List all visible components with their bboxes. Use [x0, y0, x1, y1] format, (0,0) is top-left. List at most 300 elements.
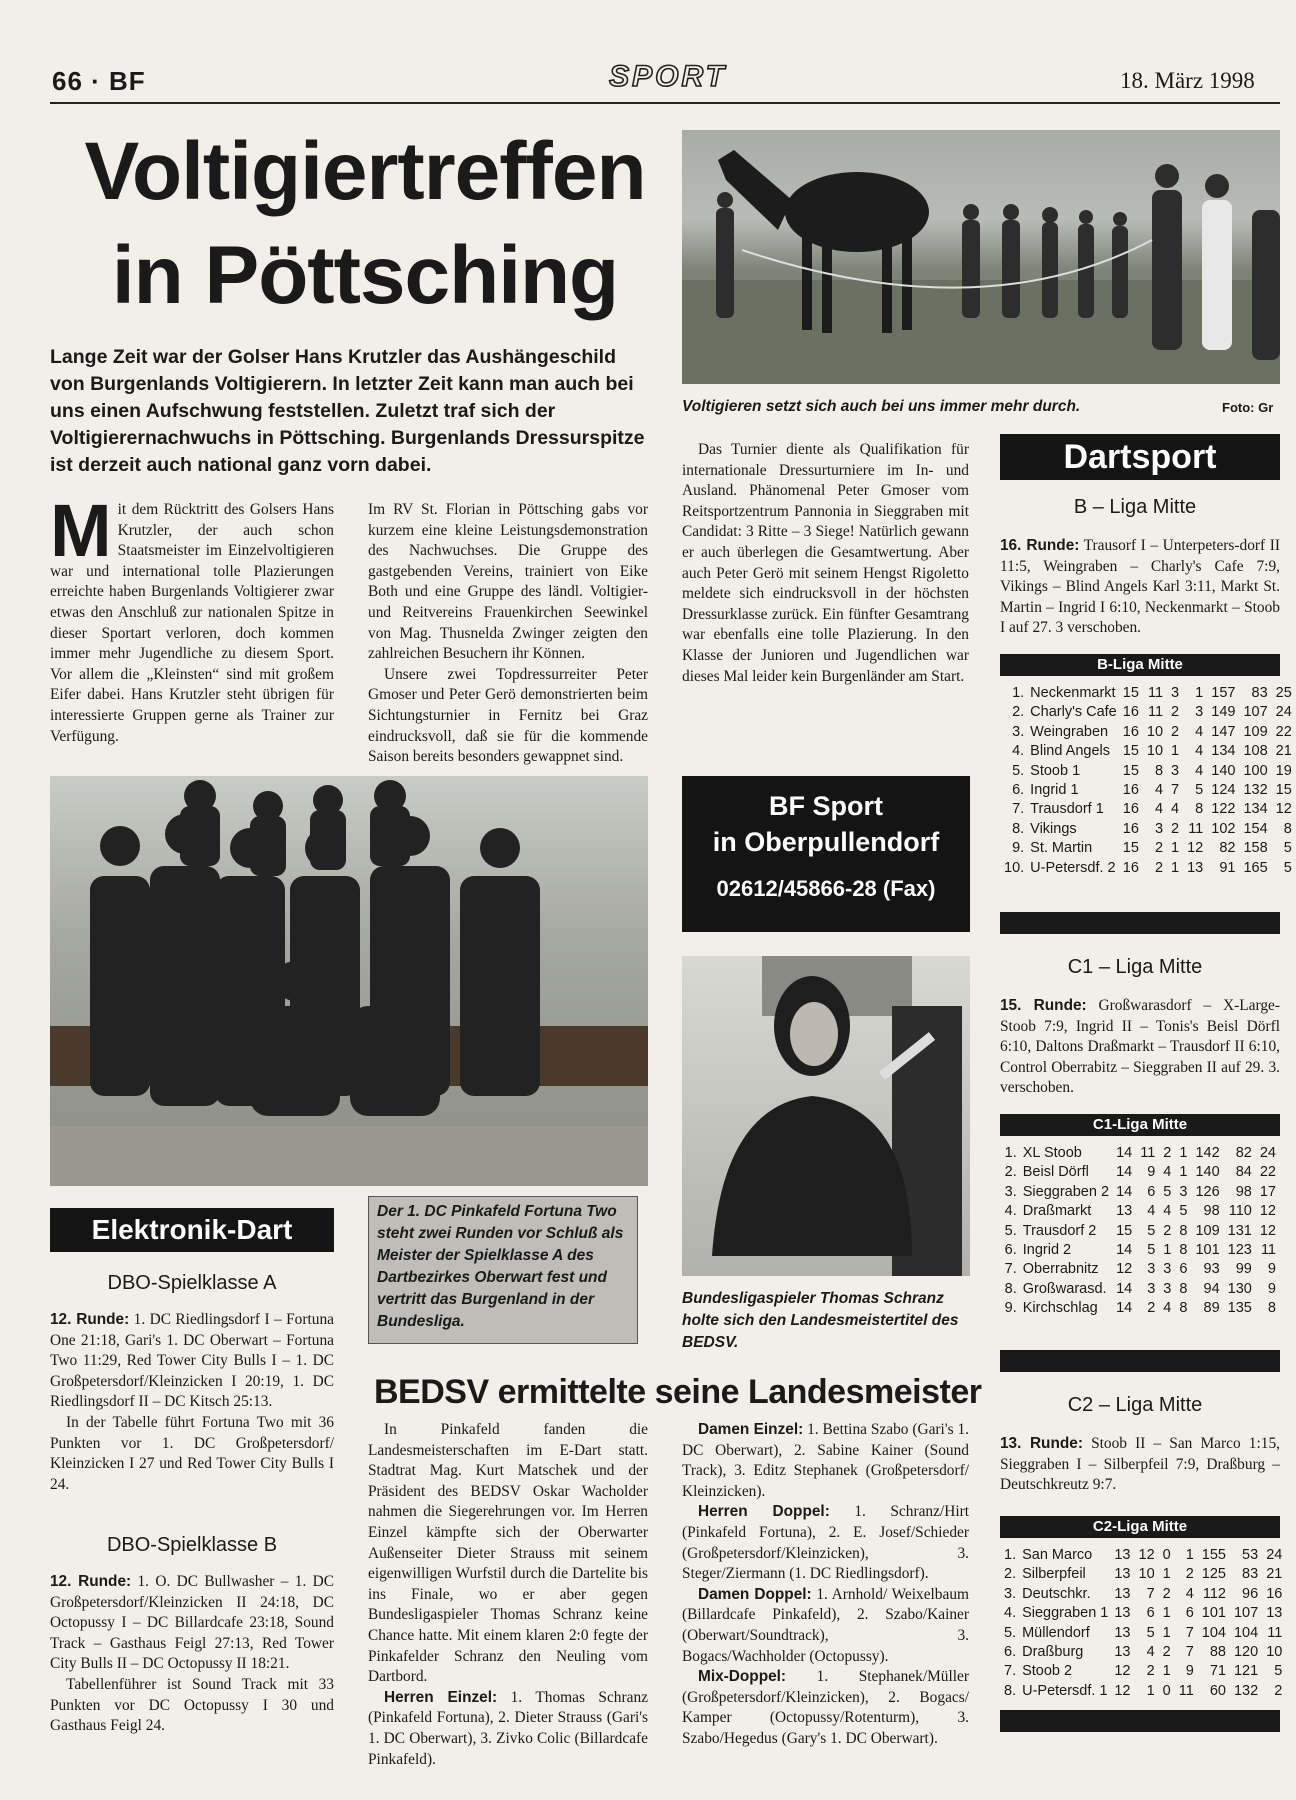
c1-liga-table-cell: 14: [1116, 1183, 1133, 1200]
c2-liga-table-cell: 2: [1185, 1566, 1194, 1583]
b-liga-heading: B – Liga Mitte: [1073, 496, 1197, 518]
c1-liga-table-cell: 4.: [1004, 1203, 1017, 1220]
c1-liga-table: [1000, 1144, 1280, 1319]
b-liga-table-cell: 16: [1122, 801, 1139, 818]
c2-liga-table-cell: 13: [1114, 1566, 1131, 1583]
header-rule: [50, 102, 1280, 104]
b-liga-table-cell: Stoob 1: [1030, 762, 1081, 779]
c1-liga-table-cell: 109: [1195, 1222, 1220, 1239]
b-liga-table-row: [1000, 762, 1296, 781]
b-liga-table-cell: 4: [1195, 743, 1204, 760]
c2-liga-table-cell: 7: [1185, 1644, 1194, 1661]
team-photo-illustration: [50, 776, 648, 1186]
c1-liga-table-cell: 135: [1227, 1300, 1252, 1317]
c2-liga-table-row: [1000, 1662, 1286, 1681]
c2-liga-table-cell: 132: [1233, 1682, 1259, 1699]
b-liga-table-cell: Neckenmarkt: [1030, 685, 1116, 701]
b-liga-results-text: Trausorf I – Unterpeters-dorf II 11:5, Weingraben – Charly's Cafe 7:9, Vikings – Blind Angels Karl 3:11, Markt St. Martin – Ingrid I 6:10, Neckenmarkt – Stoob I auf 27. 3 verschoben.: [1000, 537, 1280, 637]
damen-doppel-label: Damen Doppel:: [698, 1585, 812, 1603]
c1-liga-table-title: C1-Liga Mitte: [1000, 1114, 1280, 1136]
c2-liga-table-cell: 12: [1114, 1682, 1131, 1699]
c2-liga-table-cell: 1: [1185, 1547, 1194, 1563]
c2-liga-table-row: [1000, 1604, 1286, 1623]
c1-liga-table-cell: 8: [1267, 1300, 1276, 1317]
c2-liga-table-cell: 13: [1114, 1644, 1131, 1661]
c2-liga-table-cell: 11: [1178, 1682, 1194, 1699]
b-liga-table-footer: [1000, 912, 1280, 934]
b-liga-table-cell: 83: [1251, 685, 1268, 701]
c1-liga-table-cell: Draßmarkt: [1022, 1203, 1092, 1220]
b-liga-table-cell: 11: [1147, 704, 1164, 721]
bedsv-column-2: [682, 1420, 969, 1750]
c2-liga-table-cell: 5: [1274, 1663, 1283, 1680]
c2-liga-table-cell: 2: [1162, 1585, 1171, 1602]
b-liga-table-cell: 11: [1147, 685, 1164, 701]
b-liga-table-cell: Charly's Cafe: [1030, 704, 1117, 721]
b-liga-table-row: [1000, 703, 1296, 722]
c1-liga-table-cell: 5: [1147, 1242, 1156, 1259]
c1-liga-table-cell: 1: [1163, 1242, 1172, 1259]
b-liga-table-cell: 12: [1275, 801, 1292, 818]
b-liga-table-cell: 10: [1146, 723, 1164, 740]
c1-liga-table-row: [1000, 1144, 1280, 1163]
b-liga-table-cell: 9.: [1012, 840, 1025, 857]
b-liga-table-cell: 21: [1275, 743, 1292, 760]
b-liga-table-cell: 1: [1171, 743, 1180, 760]
spielklasse-a-standings: In der Tabelle führt Fortuna Two mit 36 Punkten vor 1. DC Großpetersdorf/ Kleinzicken I 27 und Red Tower City Bulls I 24.: [50, 1413, 334, 1493]
c2-liga-table-cell: Silberpfeil: [1022, 1566, 1086, 1583]
c1-liga-table-cell: 130: [1227, 1280, 1252, 1297]
c2-liga-table-cell: 24: [1266, 1547, 1283, 1563]
c2-liga-table-cell: 10: [1266, 1644, 1283, 1661]
c2-liga-table-cell: 9: [1185, 1663, 1194, 1680]
c1-liga-table-footer: [1000, 1350, 1280, 1372]
thomas-photo-caption: Bundesligaspieler Thomas Schranz holte sich den Landesmeistertitel des BEDSV.: [682, 1290, 959, 1351]
c2-liga-table-cell: 1: [1162, 1566, 1171, 1583]
spielklasse-a-round: 12. Runde:: [50, 1311, 130, 1328]
c2-liga-table-cell: 1.: [1004, 1547, 1017, 1563]
b-liga-table-cell: St. Martin: [1030, 840, 1093, 857]
c2-liga-table-cell: Sieggraben 1: [1022, 1605, 1109, 1622]
c1-liga-table-cell: 9: [1267, 1280, 1276, 1297]
drop-cap: M: [50, 489, 112, 572]
c2-liga-table-cell: Müllendorf: [1022, 1624, 1090, 1641]
c2-liga-table-cell: San Marco: [1022, 1547, 1093, 1563]
c2-liga-table-cell: 96: [1242, 1585, 1259, 1602]
elektronik-dart-title: Elektronik-Dart: [50, 1208, 334, 1252]
b-liga-table-cell: 16: [1122, 820, 1139, 837]
b-liga-table-title: B-Liga Mitte: [1000, 654, 1280, 676]
b-liga-table-cell: 108: [1243, 743, 1268, 760]
c1-liga-table-cell: 4: [1163, 1164, 1172, 1181]
b-liga-table-cell: 6.: [1012, 782, 1025, 799]
c1-liga-table-cell: Großwarasd.: [1022, 1280, 1107, 1297]
c2-liga-table-cell: 60: [1209, 1682, 1226, 1699]
c2-liga-table-wrap: [1000, 1546, 1283, 1701]
c1-liga-table-cell: 22: [1259, 1164, 1276, 1181]
c1-liga-results: [1000, 996, 1280, 1100]
c2-liga-table: [1000, 1546, 1286, 1701]
c1-liga-table-cell: 84: [1235, 1164, 1252, 1181]
c2-liga-results-text: Stoob II – San Marco 1:15, Sieggraben I – Silberpfeil 7:9, Draßburg – Deutschkreutz 9:7.: [1000, 1435, 1280, 1494]
b-liga-table-cell: Trausdorf 1: [1030, 801, 1104, 818]
b-liga-table-cell: 3.: [1012, 723, 1025, 740]
damen-einzel-label: Damen Einzel:: [698, 1421, 804, 1438]
herren-doppel-label: Herren Doppel:: [698, 1503, 830, 1521]
team-photo: [50, 776, 648, 1186]
b-liga-table-cell: 1: [1171, 859, 1180, 876]
c2-liga-table-cell: 11: [1267, 1624, 1283, 1641]
b-liga-table-cell: 5: [1283, 840, 1292, 857]
c2-liga-table-cell: 6: [1185, 1605, 1194, 1622]
b-liga-table-cell: U-Petersdf. 2: [1030, 859, 1116, 876]
article-text-2b: Unsere zwei Topdressurreiter Peter Gmoser und Peter Gerö demonstrierten beim Sichtungsturnier in Fernitz bei Graz eindrucksvoll, daß sie für die kommende Saison bereits besonders gewappnet sind.: [368, 665, 648, 766]
spielklasse-a-heading: DBO-Spielklasse A: [107, 1272, 277, 1294]
mix-doppel-label: Mix-Doppel:: [698, 1668, 787, 1686]
dartsport-title: Dartsport: [1000, 434, 1280, 480]
c1-liga-table-cell: Oberrabnitz: [1022, 1261, 1099, 1278]
c1-liga-table-cell: 12: [1116, 1261, 1133, 1278]
issue-date: 18. März 1998: [1120, 68, 1255, 93]
c1-liga-table-cell: 2: [1163, 1222, 1172, 1239]
c2-liga-table-cell: 13: [1114, 1585, 1131, 1602]
c1-liga-table-cell: 89: [1203, 1300, 1220, 1317]
c2-liga-table-cell: 1: [1146, 1682, 1155, 1699]
b-liga-table-cell: 8: [1195, 801, 1204, 818]
c1-liga-table-wrap: [1000, 1144, 1280, 1319]
b-liga-table-cell: 16: [1122, 859, 1139, 876]
b-liga-table-cell: 16: [1122, 704, 1139, 721]
article-text-2a: Im RV St. Florian in Pöttsching gabs vor kurzem eine kleine Leistungsdemonstration des Nachwuchses. Die Gruppe des gastgebenden Vereins, trainiert von Eike Both und eine Gruppe des ländl. Voltigier- und Reitvereins Frauenkirchen Seewinkel von Mag. Thusnelda Zwinger zeigten den zahlreichen Besuchern ihr Können.: [368, 501, 648, 663]
b-liga-table-cell: 147: [1211, 723, 1236, 740]
c1-liga-table-row: [1000, 1241, 1280, 1260]
b-liga-table-cell: 19: [1275, 762, 1292, 779]
c1-liga-table-cell: 7.: [1004, 1261, 1017, 1278]
article-text-3: Das Turnier diente als Qualifikation für internationale Dressurturniere im In- und Ausland. Phänomenal Peter Gmoser vom Reitsportzentrum Pannonia in Sieggraben mit Candidat: 3 Ritte – 3 Siege! Natürlich gewann er auch überlegen die Gesamtwertung. Aber auch Peter Gerö mit seinem Hengst Rigoletto meldete sich eindrucksvoll in der höchsten Dressurklasse zurück. Ein fünfter Gesamtrang war ebenfalls eine tolle Plazierung. In den Klasse der Junioren und Jugendlichen war dieses Mal leider kein Burgenländer am Start.: [682, 441, 969, 685]
c2-liga-table-cell: 71: [1209, 1663, 1226, 1680]
b-liga-table-cell: 140: [1211, 762, 1236, 779]
c1-liga-table-cell: 93: [1203, 1261, 1220, 1278]
c1-liga-table-cell: Sieggraben 2: [1022, 1183, 1110, 1200]
b-liga-table-cell: 11: [1188, 820, 1204, 837]
c1-liga-table-cell: 140: [1195, 1164, 1220, 1181]
c1-liga-table-cell: 8: [1179, 1222, 1188, 1239]
b-liga-table-cell: 7.: [1012, 801, 1025, 818]
spielklasse-b-results: 1. O. DC Bullwasher – 1. DC Großpetersdorf/Kleinzicken II 24:18, DC Octopussy I – DC Billardcafe 23:18, Sound Track – Gasthaus Feigl 27:13, Red Tower City Bulls II – DC Octopussy II 18:21.: [50, 1573, 334, 1673]
b-liga-table-cell: 4: [1171, 801, 1180, 818]
c1-liga-table-cell: 12: [1259, 1222, 1276, 1239]
photo-credit: Foto: Gr: [1222, 400, 1274, 415]
c2-liga-table-cell: 5.: [1004, 1624, 1017, 1641]
b-liga-table-cell: 25: [1275, 685, 1292, 701]
spielklasse-b-heading: DBO-Spielklasse B: [106, 1534, 278, 1556]
c2-liga-table-cell: 1: [1162, 1663, 1171, 1680]
c1-liga-table-cell: Beisl Dörfl: [1022, 1164, 1089, 1181]
c2-liga-table-cell: 120: [1233, 1644, 1259, 1661]
b-liga-table-cell: 4: [1154, 782, 1164, 799]
b-liga-table-row: [1000, 742, 1296, 761]
bedsv-column-1: [368, 1420, 648, 1770]
c2-liga-table-cell: 104: [1233, 1624, 1259, 1641]
c1-liga-table-cell: 8: [1179, 1280, 1188, 1297]
herren-einzel-label: Herren Einzel:: [384, 1688, 498, 1706]
c2-liga-table-cell: 2: [1274, 1682, 1283, 1699]
article-column-2: [368, 500, 648, 768]
team-photo-caption: Der 1. DC Pinkafeld Fortuna Two steht zwei Runden vor Schluß als Meister der Spielklasse A des Dartbezirkes Oberwart fest und vertritt das Burgenland in der Bundesliga.: [368, 1196, 638, 1344]
b-liga-table-cell: 109: [1243, 723, 1268, 740]
c1-liga-results-text: Großwarasdorf – X-Large-Stoob 7:9, Ingrid II – Tonis's Beisl Dörfl 6:10, Daltons Draßmarkt – Trausdorf II 6:10, Control Oberrabitz – Sieggraben II auf 29. 3. verschoben.: [1000, 997, 1280, 1097]
b-liga-table-cell: Vikings: [1030, 820, 1077, 837]
c1-liga-table-cell: 12: [1259, 1203, 1276, 1220]
c2-liga-table-cell: 13: [1114, 1624, 1131, 1641]
c1-liga-table-cell: 4: [1147, 1203, 1156, 1220]
b-liga-table-cell: 8: [1154, 762, 1164, 779]
c1-liga-table-row: [1000, 1280, 1280, 1299]
c1-liga-table-cell: 9.: [1004, 1300, 1017, 1317]
spielklasse-a-text: [50, 1310, 334, 1495]
b-liga-table-cell: Ingrid 1: [1030, 782, 1079, 799]
b-liga-table-cell: 1.: [1012, 685, 1025, 701]
c2-liga-table-cell: 155: [1201, 1547, 1226, 1563]
c2-liga-table-cell: 7.: [1004, 1663, 1017, 1680]
b-liga-table-cell: 10.: [1004, 859, 1025, 876]
b-liga-table-cell: 158: [1243, 840, 1268, 857]
b-liga-table-cell: 134: [1243, 801, 1268, 818]
c1-liga-table-row: [1000, 1202, 1280, 1221]
c1-liga-table-cell: 123: [1227, 1242, 1252, 1259]
b-liga-table-cell: 5.: [1012, 762, 1025, 779]
vaulting-photo: [682, 130, 1280, 384]
c1-liga-table-cell: 131: [1227, 1222, 1252, 1239]
bf-sport-line-2: in Oberpullendorf: [712, 827, 940, 857]
b-liga-table-cell: 124: [1211, 782, 1236, 799]
c2-liga-table-cell: 4: [1185, 1585, 1194, 1602]
c2-liga-table-cell: 2: [1146, 1663, 1155, 1680]
b-liga-table-cell: 4.: [1012, 743, 1025, 760]
c1-liga-table-cell: 9: [1267, 1261, 1276, 1278]
c2-liga-table-cell: U-Petersdf. 1: [1022, 1682, 1108, 1699]
c1-liga-table-cell: 126: [1195, 1183, 1220, 1200]
c2-liga-table-cell: 13: [1114, 1547, 1131, 1563]
c2-liga-table-row: [1000, 1624, 1286, 1643]
b-liga-table-row: [1000, 781, 1296, 800]
c1-liga-table-cell: 8.: [1004, 1280, 1017, 1297]
b-liga-table-cell: 10: [1146, 743, 1164, 760]
c2-liga-table-row: [1000, 1643, 1286, 1662]
c2-liga-table-row: [1000, 1682, 1286, 1701]
spielklasse-a-results: 1. DC Riedlingsdorf I – Fortuna One 21:18, Gari's 1. DC Oberwart – Fortuna Two 11:29, Red Tower City Bulls I – 1. DC Großpetersdorf/Kleinzicken I 20:19, 1. DC Riedlingsdorf II – DC Kitsch 25:13.: [50, 1311, 334, 1411]
b-liga-table-cell: 7: [1171, 782, 1180, 799]
c2-liga-table-cell: Deutschkr.: [1022, 1585, 1091, 1602]
c1-liga-table-cell: 94: [1203, 1280, 1220, 1297]
herren-doppel-results: 1. Schranz/Hirt (Pinkafeld Fortuna), 2. E. Josef/Schieder (Großpetersdorf/Kleinzicken), 3. Steger/Ziermann (1. DC Riedlingsdorf).: [682, 1503, 970, 1583]
c2-liga-table-cell: 83: [1242, 1566, 1259, 1583]
c1-liga-table-cell: Ingrid 2: [1022, 1242, 1072, 1259]
c2-liga-table-row: [1000, 1546, 1286, 1565]
c1-liga-table-cell: 2.: [1004, 1164, 1017, 1181]
spielklasse-b-text: [50, 1572, 334, 1737]
b-liga-table-wrap: [1000, 684, 1292, 878]
b-liga-table-cell: 3: [1195, 704, 1204, 721]
c1-liga-table-cell: 3.: [1004, 1183, 1017, 1200]
b-liga-table-cell: 8.: [1012, 820, 1025, 837]
damen-doppel-results: 1. Arnhold/ Weixelbaum (Billardcafe Pinkafeld), 2. Szabo/Kainer (Oberwart/Soundtrack), 3. Bogacs/Wachholder (Octopussy).: [682, 1585, 969, 1665]
c1-liga-table-cell: 3: [1147, 1261, 1156, 1278]
b-liga-table-cell: 134: [1211, 743, 1236, 760]
c1-liga-table-cell: 3: [1163, 1261, 1172, 1278]
b-liga-table-cell: 16: [1122, 782, 1139, 799]
c2-liga-table-cell: Stoob 2: [1022, 1663, 1073, 1680]
c2-liga-round: 13. Runde:: [1000, 1435, 1083, 1452]
c1-liga-table-cell: 14: [1116, 1300, 1133, 1317]
c1-liga-table-cell: 82: [1235, 1145, 1252, 1161]
section-title: SPORT: [609, 60, 727, 93]
b-liga-round: 16. Runde:: [1000, 537, 1080, 554]
c2-liga-table-cell: 112: [1202, 1585, 1226, 1602]
b-liga-table-cell: 2: [1171, 723, 1180, 740]
b-liga-table-cell: 3: [1154, 820, 1164, 837]
b-liga-table-cell: 102: [1211, 820, 1236, 837]
thomas-photo: [682, 956, 970, 1276]
c1-liga-table-cell: 1: [1179, 1164, 1188, 1181]
c1-liga-table-cell: 3: [1179, 1183, 1188, 1200]
b-liga-table-cell: 100: [1243, 762, 1268, 779]
headline-line-1: Voltigiertreffen: [84, 126, 646, 217]
b-liga-table-row: [1000, 723, 1296, 742]
c1-liga-table-cell: 15: [1116, 1222, 1133, 1239]
b-liga-table-cell: 3: [1171, 762, 1180, 779]
b-liga-table-cell: 2: [1154, 840, 1164, 857]
c2-liga-table-cell: 6.: [1004, 1644, 1017, 1661]
b-liga-table-cell: 165: [1243, 859, 1268, 876]
c1-liga-table-cell: 6.: [1004, 1242, 1017, 1259]
c2-liga-table-cell: 1: [1162, 1605, 1171, 1622]
b-liga-table-cell: 3: [1171, 685, 1180, 701]
c2-liga-table-cell: 13: [1266, 1605, 1283, 1622]
c1-liga-table-cell: 14: [1116, 1164, 1133, 1181]
c2-liga-table-cell: 8.: [1004, 1682, 1017, 1699]
c1-liga-table-cell: 101: [1195, 1242, 1220, 1259]
c2-liga-table-cell: 125: [1201, 1566, 1226, 1583]
b-liga-table-row: [1000, 820, 1296, 839]
b-liga-table-cell: 1: [1171, 840, 1180, 857]
spielklasse-b-round: 12. Runde:: [50, 1573, 132, 1590]
b-liga-table-cell: 2: [1171, 704, 1180, 721]
b-liga-table-cell: Weingraben: [1030, 723, 1109, 740]
lead-paragraph: Lange Zeit war der Golser Hans Krutzler das Aushängeschild von Burgenlands Voltigierern. In letzter Zeit kann man auch bei uns einen Aufschwung feststellen. Zuletzt traf sich der Voltigierernachwuchs in Pöttsching. Burgenlands Dressurspitze ist derzeit auch national ganz vorn dabei.: [50, 346, 645, 476]
c2-liga-table-cell: 16: [1266, 1585, 1283, 1602]
b-liga-table-cell: 16: [1122, 723, 1139, 740]
c1-liga-table-cell: 9: [1147, 1164, 1156, 1181]
bf-sport-line-1: BF Sport: [769, 791, 883, 821]
c1-liga-table-cell: 11: [1260, 1242, 1276, 1259]
c1-liga-table-cell: Kirchschlag: [1022, 1300, 1098, 1317]
c1-liga-table-cell: 14: [1116, 1280, 1133, 1297]
c2-liga-heading: C2 – Liga Mitte: [1067, 1394, 1203, 1416]
c2-liga-table-cell: 3.: [1004, 1585, 1017, 1602]
c2-liga-table-cell: 53: [1242, 1547, 1259, 1563]
c2-liga-results: [1000, 1434, 1280, 1498]
c2-liga-table-cell: 4.: [1004, 1605, 1017, 1622]
b-liga-table-cell: 4: [1154, 801, 1164, 818]
c1-liga-table-cell: 5.: [1004, 1222, 1017, 1239]
c1-liga-table-row: [1000, 1299, 1280, 1318]
c1-liga-table-cell: 24: [1259, 1145, 1276, 1161]
c2-liga-table-row: [1000, 1565, 1286, 1584]
article-text-1: it dem Rücktritt des Golsers Hans Krutzler, der auch schon Staatsmeister im Einzelvoltigieren war und international tolle Plazierungen erreichte haben Burgenlands Voltigierer zwar etwas den Anschluß zur nationalen Spitze in dieser Sportart verloren, doch kommen immer mehr Jugendliche zu diesem Sport. Vor allem die „Kleinsten“ sind mit großem Eifer dabei. Hans Krutzler steht übrigen für interessierte Gruppen gerne als Trainer zur Verfügung.: [50, 501, 334, 745]
c1-liga-table-row: [1000, 1222, 1280, 1241]
b-liga-results: [1000, 536, 1280, 640]
vaulting-photo-caption: Voltigieren setzt sich auch bei uns immer mehr durch.: [682, 398, 1081, 415]
c1-liga-table-cell: 17: [1259, 1183, 1276, 1200]
c2-liga-table-cell: 12: [1138, 1547, 1155, 1563]
b-liga-table-cell: 15: [1275, 782, 1292, 799]
b-liga-table-cell: 15: [1122, 840, 1139, 857]
c1-liga-table-cell: Trausdorf 2: [1022, 1222, 1097, 1239]
b-liga-table-cell: 132: [1243, 782, 1268, 799]
b-liga-table-cell: 13: [1187, 859, 1204, 876]
bf-sport-box: [682, 776, 970, 932]
c1-liga-table-cell: 14: [1116, 1145, 1133, 1161]
c2-liga-table-cell: 10: [1138, 1566, 1155, 1583]
c1-liga-table-cell: 13: [1116, 1203, 1133, 1220]
c1-liga-heading: C1 – Liga Mitte: [1067, 956, 1203, 978]
c1-liga-table-cell: 6: [1179, 1261, 1188, 1278]
b-liga-table-cell: 15: [1122, 762, 1139, 779]
bedsv-intro: In Pinkafeld fanden die Landesmeisterschaften im E-Dart statt. Stadtrat Mag. Kurt Matschek und der Präsident des BEDSV Oskar Wacholder nahmen die Siegerehrungen vor. Im Herren Einzel kämpfte sich der Oberwarter Außenseiter Dieter Strauss mit seinem eigenwilligen Wurfstil durch die Dartelite bis ins Finale, wo er aber gegen Bundesligaspieler Thomas Schranz keine Chance hatte. Mit einem klaren 2:0 fegte der Pinkafelder Schranz den Neuling vom Dartbord.: [368, 1421, 648, 1686]
b-liga-table-cell: 22: [1275, 723, 1292, 740]
thomas-photo-illustration: [682, 956, 970, 1276]
c1-liga-table-cell: 2: [1147, 1300, 1156, 1317]
c2-liga-table-cell: 6: [1146, 1605, 1155, 1622]
b-liga-table-row: [1000, 839, 1296, 858]
c2-liga-table-cell: 88: [1209, 1644, 1226, 1661]
c2-liga-table-row: [1000, 1585, 1286, 1604]
c2-liga-table-cell: 12: [1114, 1663, 1131, 1680]
c2-liga-table-cell: 7: [1185, 1624, 1194, 1641]
b-liga-table-cell: 24: [1275, 704, 1292, 721]
c1-liga-table-cell: 14: [1116, 1242, 1133, 1259]
b-liga-table-cell: 4: [1195, 762, 1204, 779]
c1-liga-table-cell: 98: [1235, 1183, 1252, 1200]
b-liga-table: [1000, 684, 1296, 878]
b-liga-table-cell: 157: [1211, 685, 1236, 701]
c1-liga-table-cell: 6: [1147, 1183, 1156, 1200]
c2-liga-table-cell: 2: [1162, 1644, 1171, 1661]
c1-liga-table-cell: 99: [1235, 1261, 1252, 1278]
main-headline: [50, 120, 680, 328]
c1-liga-table-cell: 110: [1228, 1203, 1252, 1220]
b-liga-table-row: [1000, 684, 1296, 703]
bf-sport-phone: 02612/45866-28 (Fax): [716, 876, 936, 901]
b-liga-table-cell: 82: [1219, 840, 1236, 857]
headline-line-2: in Pöttsching: [111, 230, 619, 321]
b-liga-table-cell: 4: [1195, 723, 1204, 740]
c1-liga-table-row: [1000, 1183, 1280, 1202]
c2-liga-table-cell: 104: [1201, 1624, 1226, 1641]
c1-liga-table-cell: 8: [1179, 1300, 1188, 1317]
b-liga-table-cell: 149: [1211, 704, 1236, 721]
c1-liga-table-cell: 142: [1195, 1145, 1220, 1161]
bedsv-headline: BEDSV ermittelte seine Landesmeister: [374, 1373, 982, 1411]
vaulting-photo-illustration: [682, 130, 1280, 384]
b-liga-table-cell: 2: [1171, 820, 1180, 837]
c2-liga-table-cell: Draßburg: [1022, 1644, 1084, 1661]
b-liga-table-cell: 107: [1243, 704, 1268, 721]
spielklasse-b-standings: Tabellenführer ist Sound Track mit 33 Punkten vor DC Octopussy I 30 und Gasthaus Feigl 24.: [50, 1675, 334, 1735]
b-liga-table-cell: 2.: [1012, 704, 1025, 721]
c1-liga-table-cell: 1.: [1004, 1145, 1017, 1161]
